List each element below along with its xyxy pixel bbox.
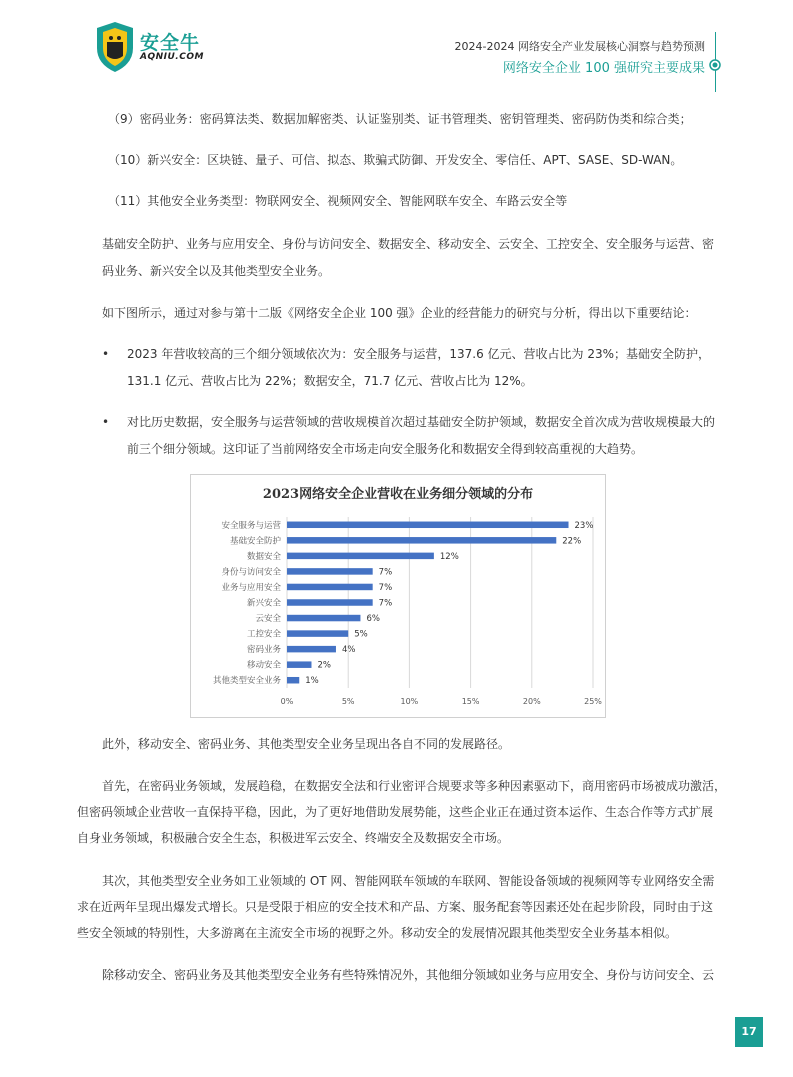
value-label: 23% xyxy=(574,520,594,531)
category-label: 安全服务与运营 xyxy=(221,520,281,531)
para-1-line-2: 但密码领域企业营收一直保持平稳，因此，为了更好地借助发展势能，这些企业正在通过资本运作、生态合作等方式扩展 xyxy=(77,805,714,819)
logo-text: 安全牛 xyxy=(140,32,201,54)
bar xyxy=(287,568,373,575)
logo-subtext: AQNIU.COM xyxy=(140,52,204,62)
x-tick-label: 20% xyxy=(522,697,541,706)
para-2-line-3: 些安全领域的特别性，大多游离在主流安全市场的视野之外。移动安全的发展情况跟其他类型安全业务基本相似。 xyxy=(77,926,678,940)
list-item-11: （11）其他安全业务类型：物联网安全、视频网安全、智能网联车安全、车路云安全等 xyxy=(108,194,568,208)
summary-line-2: 码业务、新兴安全以及其他类型安全业务。 xyxy=(102,264,331,278)
category-label: 云安全 xyxy=(255,614,281,625)
x-tick-label: 15% xyxy=(461,697,480,706)
category-label: 业务与应用安全 xyxy=(221,582,281,593)
category-label: 数据安全 xyxy=(246,551,281,562)
value-label: 5% xyxy=(354,629,368,640)
bar xyxy=(287,537,556,544)
para-2-line-2: 求在近两年呈现出爆发式增长。只是受限于相应的安全技术和产品、方案、服务配套等因素还处在起步阶段，同时由于这 xyxy=(77,900,714,914)
category-label: 移动安全 xyxy=(246,660,281,671)
bar xyxy=(287,661,311,668)
bullet-2-line-2: 前三个细分领域。这印证了当前网络安全市场走向安全服务化和数据安全得到较高重视的大趋势。 xyxy=(127,442,644,456)
x-tick-label: 0% xyxy=(280,697,294,706)
value-label: 12% xyxy=(439,551,459,562)
category-label: 基础安全防护 xyxy=(229,536,281,547)
header-title: 2024-2024 网络安全产业发展核心洞察与趋势预测 xyxy=(454,40,705,53)
para-1-line-1: 首先，在密码业务领域，发展趋稳，在数据安全法和行业密评合规要求等多种因素驱动下，商用密码市场被成功激活， xyxy=(102,779,727,793)
category-label: 密码业务 xyxy=(246,645,281,656)
after-chart-paragraph: 此外，移动安全、密码业务、其他类型安全业务呈现出各自不同的发展路径。 xyxy=(102,737,511,751)
value-label: 1% xyxy=(305,676,319,687)
bullet-1-line-1: 2023 年营收较高的三个细分领域依次为：安全服务与运营，137.6 亿元、营收占比为 23%；基础安全防护， xyxy=(127,347,711,361)
para-1-line-3: 自身业务领域，积极融合安全生态，积极进军云安全、终端安全及数据安全市场。 xyxy=(77,831,510,845)
bullet-marker: • xyxy=(102,415,110,429)
summary-line-1: 基础安全防护、业务与应用安全、身份与访问安全、数据安全、移动安全、云安全、工控安全、安全服务与运营、密 xyxy=(102,237,715,251)
bullet-2-line-1: 对比历史数据，安全服务与运营领域的营收规模首次超过基础安全防护领域，数据安全首次成为营收规模最大的 xyxy=(127,415,716,429)
x-tick-label: 10% xyxy=(400,697,419,706)
para-3-line-1: 除移动安全、密码业务及其他类型安全业务有些特殊情况外，其他细分领域如业务与应用安全、身份与访问安全、云 xyxy=(102,968,715,982)
value-label: 7% xyxy=(378,582,393,593)
bullet-marker: • xyxy=(102,347,110,361)
bar xyxy=(287,630,348,637)
target-dot-icon xyxy=(709,59,721,71)
category-label: 工控安全 xyxy=(246,629,281,640)
header-subtitle: 网络安全企业 100 强研究主要成果 xyxy=(502,61,705,76)
bullet-1-line-2: 131.1 亿元、营收占比为 22%；数据安全，71.7 亿元、营收占比为 12%。 xyxy=(127,374,533,388)
value-label: 4% xyxy=(341,645,356,656)
category-label: 新兴安全 xyxy=(246,598,281,609)
page-number: 17 xyxy=(735,1017,763,1047)
value-label: 7% xyxy=(378,598,393,609)
list-item-9: （9）密码业务：密码算法类、数据加解密类、认证鉴别类、证书管理类、密钥管理类、密码防伪类和综合类； xyxy=(108,112,692,126)
bar xyxy=(287,553,434,560)
value-label: 2% xyxy=(317,660,331,671)
value-label: 22% xyxy=(562,536,582,547)
bar xyxy=(287,677,299,684)
x-tick-label: 25% xyxy=(584,697,602,706)
category-label: 其他类型安全业务 xyxy=(212,676,281,687)
value-label: 7% xyxy=(378,567,393,578)
bar xyxy=(287,522,569,529)
category-label: 身份与访问安全 xyxy=(221,567,281,578)
bar xyxy=(287,646,336,653)
x-tick-label: 5% xyxy=(341,697,355,706)
list-item-10: （10）新兴安全：区块链、量子、可信、拟态、欺骗式防御、开发安全、零信任、APT、SASE、SD-WAN。 xyxy=(108,153,683,167)
chart-title: 2023网络安全企业营收在业务细分领域的分布 xyxy=(262,487,534,502)
bar xyxy=(287,584,373,591)
intro-paragraph: 如下图所示，通过对参与第十二版《网络安全企业 100 强》企业的经营能力的研究与分析，得出以下重要结论： xyxy=(102,306,697,320)
revenue-distribution-chart xyxy=(190,474,606,718)
bar xyxy=(287,615,360,622)
value-label: 6% xyxy=(366,614,380,625)
bar xyxy=(287,599,373,606)
para-2-line-1: 其次，其他类型安全业务如工业领域的 OT 网、智能网联车领域的车联网、智能设备领域的视频网等专业网络安全需 xyxy=(102,874,715,888)
